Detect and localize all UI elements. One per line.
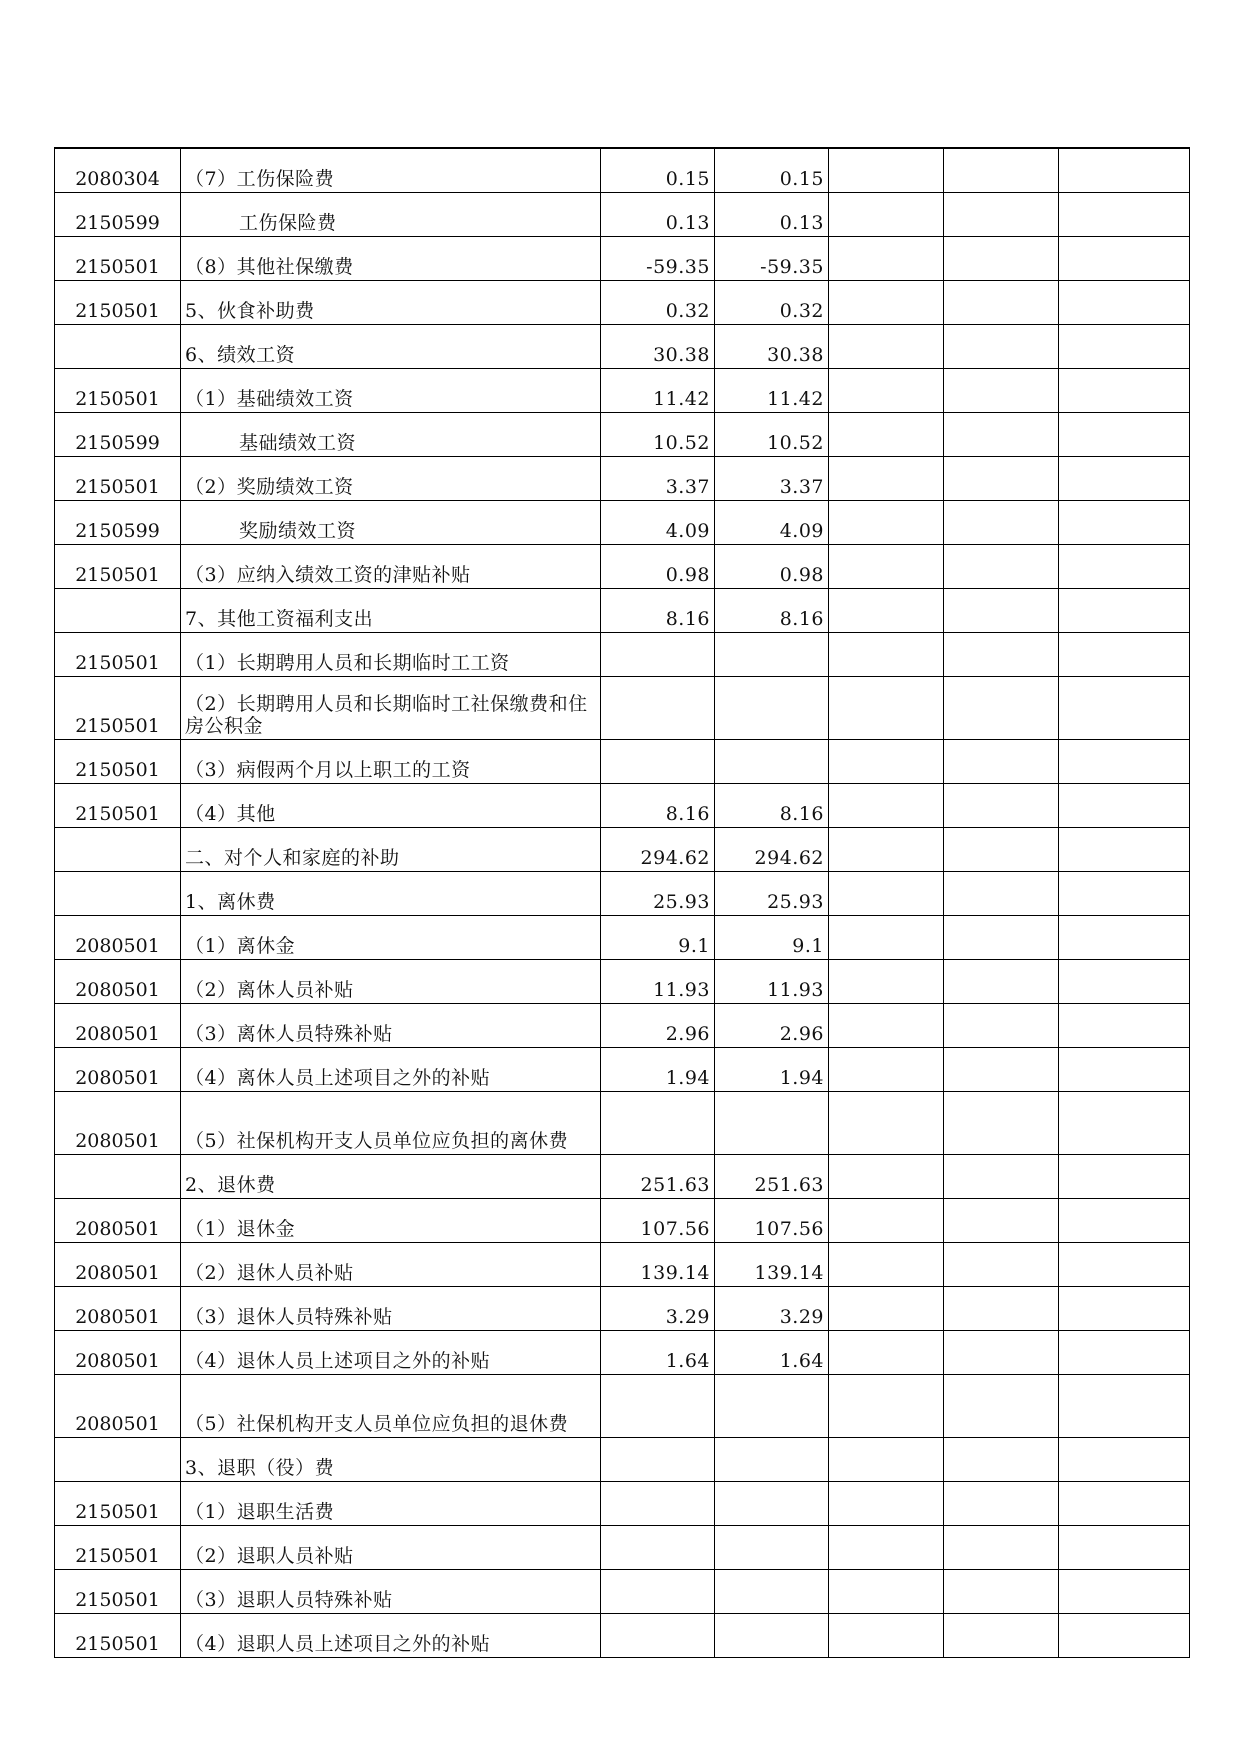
table-row [55,369,1190,413]
empty-cell [944,784,1059,828]
account-code-cell: 2150501 [55,1570,181,1614]
basic-amount-cell [715,1438,829,1482]
item-name-cell [181,589,601,633]
total-amount-cell: 8.16 [601,589,715,633]
empty-cell [944,148,1059,193]
table-row [55,1048,1190,1092]
basic-amount-cell: 11.93 [715,960,829,1004]
item-name-cell [181,1438,601,1482]
total-amount-cell: 8.16 [601,784,715,828]
empty-cell [829,1287,944,1331]
total-amount-cell: 139.14 [601,1243,715,1287]
empty-cell [944,1092,1059,1155]
empty-cell [1059,872,1190,916]
table-row [55,1331,1190,1375]
empty-cell [944,677,1059,740]
empty-cell [944,1155,1059,1199]
empty-cell [944,1482,1059,1526]
item-name-cell [181,916,601,960]
basic-amount-cell: 1.64 [715,1331,829,1375]
empty-cell [1059,784,1190,828]
item-name-cell [181,369,601,413]
table-row [55,784,1190,828]
empty-cell [1059,960,1190,1004]
account-code-cell: 2080501 [55,960,181,1004]
basic-amount-cell: 3.37 [715,457,829,501]
account-code-cell: 2080501 [55,1199,181,1243]
empty-cell [944,1004,1059,1048]
empty-cell [1059,281,1190,325]
item-name: （2）离休人员补贴 [185,979,354,1001]
empty-cell [944,1331,1059,1375]
total-amount-cell: 11.93 [601,960,715,1004]
empty-cell [829,369,944,413]
item-name: 2、退休费 [185,1174,276,1196]
item-name: 6、绩效工资 [185,344,296,366]
item-name-cell [181,677,601,740]
total-amount-cell [601,1482,715,1526]
empty-cell [829,1199,944,1243]
total-amount-cell: 4.09 [601,501,715,545]
item-name: （3）病假两个月以上职工的工资 [185,759,471,781]
total-amount-cell: 0.32 [601,281,715,325]
account-code-cell: 2150501 [55,633,181,677]
item-name-cell [181,1155,601,1199]
item-name-cell [181,413,601,457]
table-row [55,740,1190,784]
account-code-cell: 2150501 [55,740,181,784]
table-row [55,457,1190,501]
account-code-cell: 2150501 [55,1526,181,1570]
account-code-cell: 2150501 [55,545,181,589]
basic-amount-cell: 30.38 [715,325,829,369]
total-amount-cell: 3.29 [601,1287,715,1331]
empty-cell [1059,1482,1190,1526]
table-row [55,1614,1190,1658]
account-code-cell: 2150599 [55,413,181,457]
basic-amount-cell: 10.52 [715,413,829,457]
item-name: （3）退职人员特殊补贴 [185,1589,393,1611]
item-name-cell [181,545,601,589]
item-name: 基础绩效工资 [239,432,357,454]
empty-cell [829,872,944,916]
account-code-cell: 2150599 [55,193,181,237]
empty-cell [829,1375,944,1438]
item-name-cell [181,1092,601,1155]
table-row [55,501,1190,545]
empty-cell [829,1438,944,1482]
item-name-cell [181,501,601,545]
account-code-cell: 2150501 [55,237,181,281]
empty-cell [829,281,944,325]
empty-cell [1059,1375,1190,1438]
item-name: （3）应纳入绩效工资的津贴补贴 [185,564,471,586]
item-name: （1）基础绩效工资 [185,388,354,410]
account-code-cell [55,325,181,369]
total-amount-cell [601,633,715,677]
table-row [55,545,1190,589]
table-row [55,960,1190,1004]
empty-cell [1059,148,1190,193]
basic-amount-cell: 25.93 [715,872,829,916]
empty-cell [944,1614,1059,1658]
item-name: （7）工伤保险费 [185,168,335,190]
item-name: （1）长期聘用人员和长期临时工工资 [185,652,510,674]
table-row [55,1438,1190,1482]
item-name-cell [181,872,601,916]
empty-cell [944,1199,1059,1243]
basic-amount-cell [715,740,829,784]
empty-cell [944,872,1059,916]
item-name-cell [181,1614,601,1658]
account-code-cell: 2150501 [55,677,181,740]
account-code-cell [55,872,181,916]
item-name-cell [181,784,601,828]
account-code-cell: 2150501 [55,281,181,325]
empty-cell [944,828,1059,872]
item-name: 二、对个人和家庭的补助 [185,847,400,869]
total-amount-cell: 30.38 [601,325,715,369]
account-code-cell [55,1438,181,1482]
empty-cell [1059,1287,1190,1331]
empty-cell [829,740,944,784]
empty-cell [1059,1004,1190,1048]
empty-cell [1059,193,1190,237]
empty-cell [1059,501,1190,545]
total-amount-cell [601,677,715,740]
table-row [55,589,1190,633]
empty-cell [1059,1331,1190,1375]
table-row [55,1004,1190,1048]
basic-amount-cell: -59.35 [715,237,829,281]
item-name: 5、伙食补助费 [185,300,315,322]
item-name: 奖励绩效工资 [239,520,357,542]
total-amount-cell [601,1092,715,1155]
total-amount-cell [601,1438,715,1482]
account-code-cell: 2150501 [55,1614,181,1658]
table-row [55,1243,1190,1287]
item-name: （2）退职人员补贴 [185,1545,354,1567]
empty-cell [944,1438,1059,1482]
account-code-cell: 2080501 [55,1287,181,1331]
basic-amount-cell [715,1570,829,1614]
account-code-cell: 2080304 [55,148,181,193]
item-name: （1）离休金 [185,935,296,957]
account-code-cell: 2150501 [55,784,181,828]
total-amount-cell: 1.64 [601,1331,715,1375]
table-row [55,193,1190,237]
basic-amount-cell: 294.62 [715,828,829,872]
empty-cell [1059,1155,1190,1199]
empty-cell [829,545,944,589]
basic-amount-cell: 4.09 [715,501,829,545]
basic-amount-cell: 0.32 [715,281,829,325]
basic-amount-cell: 2.96 [715,1004,829,1048]
total-amount-cell: 9.1 [601,916,715,960]
item-name: 7、其他工资福利支出 [185,608,374,630]
account-code-cell: 2080501 [55,1092,181,1155]
empty-cell [944,1243,1059,1287]
empty-cell [944,1570,1059,1614]
table-row [55,413,1190,457]
item-name-cell [181,457,601,501]
item-name-cell [181,325,601,369]
basic-amount-cell: 8.16 [715,589,829,633]
basic-amount-cell: 3.29 [715,1287,829,1331]
basic-amount-cell: 107.56 [715,1199,829,1243]
item-name: （4）退休人员上述项目之外的补贴 [185,1350,491,1372]
empty-cell [944,501,1059,545]
total-amount-cell: 251.63 [601,1155,715,1199]
total-amount-cell: 25.93 [601,872,715,916]
account-code-cell: 2150501 [55,457,181,501]
basic-amount-cell: 8.16 [715,784,829,828]
total-amount-cell: 1.94 [601,1048,715,1092]
item-name: （2）奖励绩效工资 [185,476,354,498]
empty-cell [1059,740,1190,784]
empty-cell [1059,1199,1190,1243]
empty-cell [829,1243,944,1287]
basic-amount-cell [715,1092,829,1155]
empty-cell [1059,369,1190,413]
account-code-cell: 2080501 [55,1004,181,1048]
basic-amount-cell: 11.42 [715,369,829,413]
item-name: （4）其他 [185,803,276,825]
table-row [55,677,1190,740]
empty-cell [829,457,944,501]
basic-amount-cell: 9.1 [715,916,829,960]
empty-cell [829,960,944,1004]
empty-cell [829,589,944,633]
table-row [55,1482,1190,1526]
item-name-cell [181,828,601,872]
item-name-cell [181,193,601,237]
empty-cell [829,148,944,193]
item-name: （3）退休人员特殊补贴 [185,1306,393,1328]
empty-cell [1059,1092,1190,1155]
basic-amount-cell [715,1375,829,1438]
empty-cell [829,325,944,369]
item-name-cell [181,237,601,281]
empty-cell [1059,589,1190,633]
item-name-cell [181,1048,601,1092]
empty-cell [1059,237,1190,281]
total-amount-cell [601,1570,715,1614]
account-code-cell [55,828,181,872]
empty-cell [829,677,944,740]
empty-cell [944,281,1059,325]
item-name: （1）退职生活费 [185,1501,335,1523]
table-row [55,237,1190,281]
account-code-cell [55,1155,181,1199]
empty-cell [944,589,1059,633]
item-name-cell [181,1570,601,1614]
account-code-cell: 2150599 [55,501,181,545]
budget-table-body [55,148,1190,1658]
item-name-cell [181,1199,601,1243]
basic-amount-cell: 0.15 [715,148,829,193]
total-amount-cell: -59.35 [601,237,715,281]
item-name-cell [181,148,601,193]
item-name: （5）社保机构开支人员单位应负担的退休费 [185,1413,569,1435]
budget-table [54,147,1190,1658]
basic-amount-cell: 0.98 [715,545,829,589]
empty-cell [944,740,1059,784]
account-code-cell: 2080501 [55,1048,181,1092]
empty-cell [829,1570,944,1614]
empty-cell [829,1482,944,1526]
empty-cell [829,237,944,281]
total-amount-cell [601,1526,715,1570]
empty-cell [829,1526,944,1570]
total-amount-cell: 0.13 [601,193,715,237]
basic-amount-cell [715,1526,829,1570]
item-name-cell [181,1331,601,1375]
item-name: （3）离休人员特殊补贴 [185,1023,393,1045]
empty-cell [829,784,944,828]
empty-cell [1059,1243,1190,1287]
empty-cell [944,916,1059,960]
item-name: （4）退职人员上述项目之外的补贴 [185,1633,491,1655]
empty-cell [944,369,1059,413]
empty-cell [1059,413,1190,457]
table-row [55,916,1190,960]
empty-cell [944,1375,1059,1438]
empty-cell [1059,545,1190,589]
empty-cell [944,457,1059,501]
table-row [55,1570,1190,1614]
total-amount-cell: 10.52 [601,413,715,457]
item-name: （2）长期聘用人员和长期临时工社保缴费和住房公积金 [185,693,588,737]
empty-cell [1059,457,1190,501]
table-row [55,1287,1190,1331]
total-amount-cell [601,1375,715,1438]
empty-cell [829,1048,944,1092]
table-row [55,633,1190,677]
empty-cell [1059,325,1190,369]
account-code-cell [55,589,181,633]
empty-cell [829,1614,944,1658]
empty-cell [944,413,1059,457]
basic-amount-cell: 251.63 [715,1155,829,1199]
table-row [55,1375,1190,1438]
empty-cell [944,960,1059,1004]
empty-cell [829,1331,944,1375]
item-name-cell [181,960,601,1004]
item-name: （5）社保机构开支人员单位应负担的离休费 [185,1130,569,1152]
empty-cell [944,1287,1059,1331]
empty-cell [944,633,1059,677]
item-name: （4）离休人员上述项目之外的补贴 [185,1067,491,1089]
account-code-cell: 2080501 [55,916,181,960]
basic-amount-cell [715,633,829,677]
empty-cell [829,828,944,872]
table-row [55,1155,1190,1199]
table-row [55,828,1190,872]
empty-cell [829,1155,944,1199]
item-name-cell [181,1482,601,1526]
item-name: （1）退休金 [185,1218,296,1240]
basic-amount-cell [715,1482,829,1526]
total-amount-cell [601,740,715,784]
item-name: 3、退职（役）费 [185,1457,335,1479]
empty-cell [1059,1570,1190,1614]
item-name-cell [181,633,601,677]
item-name-cell [181,1287,601,1331]
empty-cell [1059,1526,1190,1570]
table-row [55,325,1190,369]
item-name-cell [181,1004,601,1048]
empty-cell [944,325,1059,369]
item-name-cell [181,1375,601,1438]
account-code-cell: 2150501 [55,1482,181,1526]
empty-cell [1059,1614,1190,1658]
item-name-cell [181,281,601,325]
total-amount-cell: 0.98 [601,545,715,589]
empty-cell [829,633,944,677]
item-name: （2）退休人员补贴 [185,1262,354,1284]
total-amount-cell [601,1614,715,1658]
basic-amount-cell: 139.14 [715,1243,829,1287]
empty-cell [1059,633,1190,677]
table-row [55,1199,1190,1243]
basic-amount-cell [715,677,829,740]
account-code-cell: 2080501 [55,1243,181,1287]
basic-amount-cell: 0.13 [715,193,829,237]
table-row [55,1092,1190,1155]
item-name: 工伤保险费 [239,212,337,234]
empty-cell [829,916,944,960]
empty-cell [829,413,944,457]
table-row [55,148,1190,193]
empty-cell [1059,828,1190,872]
empty-cell [944,1526,1059,1570]
item-name-cell [181,1243,601,1287]
table-row [55,1526,1190,1570]
empty-cell [829,501,944,545]
table-row [55,281,1190,325]
empty-cell [944,545,1059,589]
account-code-cell: 2150501 [55,369,181,413]
account-code-cell: 2080501 [55,1331,181,1375]
total-amount-cell: 294.62 [601,828,715,872]
total-amount-cell: 0.15 [601,148,715,193]
basic-amount-cell [715,1614,829,1658]
empty-cell [1059,677,1190,740]
empty-cell [944,237,1059,281]
empty-cell [944,1048,1059,1092]
total-amount-cell: 2.96 [601,1004,715,1048]
empty-cell [944,193,1059,237]
item-name-cell [181,740,601,784]
total-amount-cell: 3.37 [601,457,715,501]
empty-cell [1059,1438,1190,1482]
empty-cell [829,193,944,237]
empty-cell [829,1004,944,1048]
empty-cell [829,1092,944,1155]
item-name-cell [181,1526,601,1570]
basic-amount-cell: 1.94 [715,1048,829,1092]
account-code-cell: 2080501 [55,1375,181,1438]
total-amount-cell: 11.42 [601,369,715,413]
empty-cell [1059,1048,1190,1092]
table-row [55,872,1190,916]
item-name: 1、离休费 [185,891,276,913]
item-name: （8）其他社保缴费 [185,256,354,278]
empty-cell [1059,916,1190,960]
total-amount-cell: 107.56 [601,1199,715,1243]
